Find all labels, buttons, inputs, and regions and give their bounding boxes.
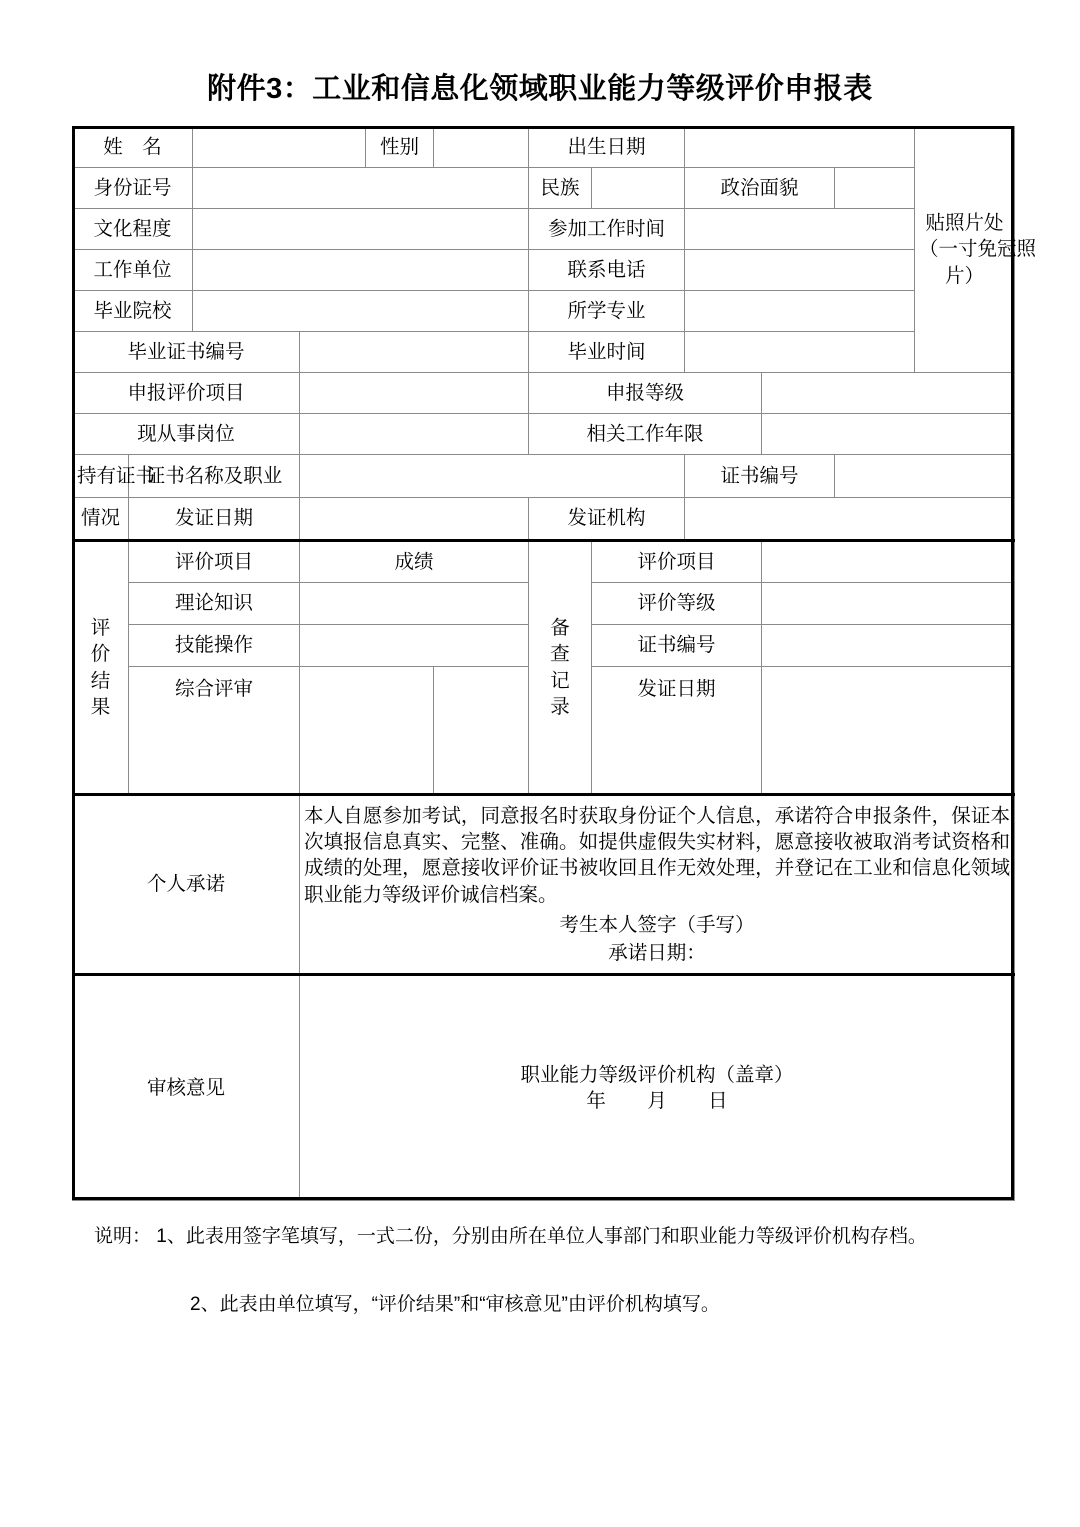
photo-placeholder[interactable] xyxy=(915,127,1037,373)
commitment-paragraph: 本人自愿参加考试，同意报名时获取身份证个人信息，承诺符合申报条件，保证本次填报信息真实、完整、准确。如提供虚假失实材料，愿意接收被取消考试资格和成绩的处理，愿意接收评价证书被收回且作无效处理，并登记在工业和信息化领域职业能力等级评价诚信档案。 xyxy=(304,804,1011,906)
label-certificate-held-line1: 持有证书 xyxy=(73,455,129,498)
field-skill-operation-score[interactable] xyxy=(300,625,529,667)
record-vert-char-3: 录 xyxy=(550,695,570,718)
table-row-graduate-school xyxy=(73,291,1015,332)
table-row-id-number xyxy=(73,168,1015,209)
photo-line-3: 片） xyxy=(945,264,985,287)
field-record-eval-level[interactable] xyxy=(762,583,1015,625)
label-graduation-time: 毕业时间 xyxy=(529,332,685,373)
field-political-status[interactable] xyxy=(835,168,1015,209)
commitment-date-line[interactable]: 承诺日期： xyxy=(608,942,706,965)
label-evaluation-result-vertical xyxy=(73,541,129,795)
table-row-current-position xyxy=(73,414,1015,455)
field-diploma-number[interactable] xyxy=(300,332,529,373)
field-work-unit[interactable] xyxy=(193,250,529,291)
eval-vert-char-1: 价 xyxy=(90,643,111,666)
label-ethnicity: 民族 xyxy=(529,168,592,209)
field-gender[interactable] xyxy=(434,127,529,168)
table-row-diploma xyxy=(73,332,1015,373)
label-work-unit: 工作单位 xyxy=(73,250,193,291)
review-date-placeholder: 年 月 日 xyxy=(586,1090,746,1112)
label-graduate-school: 毕业院校 xyxy=(73,291,193,332)
field-name[interactable] xyxy=(193,127,366,168)
label-id-number: 身份证号 xyxy=(73,168,193,209)
label-phone: 联系电话 xyxy=(529,250,685,291)
commitment-content xyxy=(300,795,1015,975)
table-row-education xyxy=(73,209,1015,250)
label-certificate-number: 证书编号 xyxy=(685,455,835,498)
field-phone[interactable] xyxy=(685,250,915,291)
label-review-opinion: 审核意见 xyxy=(73,975,300,1201)
label-birth-date: 出生日期 xyxy=(529,127,685,168)
label-skill-operation: 技能操作 xyxy=(129,625,300,667)
field-work-start-time[interactable] xyxy=(685,209,915,250)
field-birth-date[interactable] xyxy=(685,127,915,168)
label-eval-score-header: 成绩 xyxy=(300,541,529,583)
label-certificate-name-occupation: 证书名称及职业 xyxy=(129,455,300,498)
field-comprehensive-review-extra[interactable] xyxy=(434,667,529,795)
table-row-eval-header xyxy=(73,541,1015,583)
table-row-certificate-name xyxy=(73,455,1015,498)
table-row-name xyxy=(73,127,1015,168)
label-work-start-time: 参加工作时间 xyxy=(529,209,685,250)
field-related-work-years[interactable] xyxy=(762,414,1015,455)
label-comprehensive-review: 综合评审 xyxy=(129,667,300,795)
review-organization-seal: 职业能力等级评价机构（盖章） xyxy=(520,1063,794,1086)
table-row-issue-date xyxy=(73,498,1015,541)
label-current-position: 现从事岗位 xyxy=(73,414,300,455)
field-record-eval-item[interactable] xyxy=(762,541,1015,583)
record-vert-char-0: 备 xyxy=(550,616,570,639)
field-issue-date[interactable] xyxy=(300,498,529,541)
field-comprehensive-review-score[interactable] xyxy=(300,667,434,795)
field-education-level[interactable] xyxy=(193,209,529,250)
label-theory-knowledge: 理论知识 xyxy=(129,583,300,625)
field-ethnicity[interactable] xyxy=(592,168,685,209)
label-record-certificate-number: 证书编号 xyxy=(592,625,762,667)
photo-line-1: 贴照片处 xyxy=(925,212,1004,235)
field-record-issue-date[interactable] xyxy=(762,667,1015,795)
field-graduate-school[interactable] xyxy=(193,291,529,332)
label-major: 所学专业 xyxy=(529,291,685,332)
table-row-apply-project xyxy=(73,373,1015,414)
page-title: 附件3：工业和信息化领域职业能力等级评价申报表 xyxy=(207,73,873,105)
field-graduation-time[interactable] xyxy=(685,332,915,373)
eval-vert-char-3: 果 xyxy=(90,695,111,718)
label-record-vertical xyxy=(529,541,592,795)
field-certificate-name-occupation[interactable] xyxy=(300,455,685,498)
label-diploma-number: 毕业证书编号 xyxy=(73,332,300,373)
application-form-table xyxy=(72,126,1037,1201)
field-current-position[interactable] xyxy=(300,414,529,455)
label-apply-project: 申报评价项目 xyxy=(73,373,300,414)
field-id-number[interactable] xyxy=(193,168,529,209)
field-apply-project[interactable] xyxy=(300,373,529,414)
eval-vert-char-0: 评 xyxy=(90,616,111,639)
field-apply-level[interactable] xyxy=(762,373,1015,414)
label-apply-level: 申报等级 xyxy=(529,373,762,414)
label-name: 姓 名 xyxy=(73,127,193,168)
field-record-certificate-number[interactable] xyxy=(762,625,1015,667)
label-issue-date: 发证日期 xyxy=(129,498,300,541)
footnote-2: 2、此表由单位填写，“评价结果”和“审核意见”由评价机构填写。 xyxy=(190,1294,720,1316)
field-theory-knowledge-score[interactable] xyxy=(300,583,529,625)
record-vert-char-1: 查 xyxy=(550,643,570,666)
label-eval-item-header: 评价项目 xyxy=(129,541,300,583)
table-row-commitment xyxy=(73,795,1015,975)
label-gender: 性别 xyxy=(366,127,434,168)
label-record-eval-level: 评价等级 xyxy=(592,583,762,625)
table-row-work-unit xyxy=(73,250,1015,291)
field-major[interactable] xyxy=(685,291,915,332)
label-related-work-years: 相关工作年限 xyxy=(529,414,762,455)
footnote-1: 说明： 1、此表用签字笔填写，一式二份，分别由所在单位人事部门和职业能力等级评价机构存档。 xyxy=(94,1226,927,1247)
label-personal-commitment: 个人承诺 xyxy=(73,795,300,975)
label-education-level: 文化程度 xyxy=(73,209,193,250)
label-political-status: 政治面貌 xyxy=(685,168,835,209)
footnotes xyxy=(72,1222,1032,1321)
label-issuing-authority: 发证机构 xyxy=(529,498,685,541)
field-issuing-authority[interactable] xyxy=(685,498,1015,541)
photo-line-2: （一寸免冠照 xyxy=(919,238,1037,261)
label-record-issue-date: 发证日期 xyxy=(592,667,762,795)
field-certificate-number[interactable] xyxy=(835,455,1015,498)
review-content[interactable] xyxy=(300,975,1015,1201)
record-vert-char-2: 记 xyxy=(550,669,570,692)
table-row-review xyxy=(73,975,1015,1201)
label-certificate-held-line2: 情况 xyxy=(73,498,129,541)
eval-vert-char-2: 结 xyxy=(90,669,111,692)
label-record-eval-item: 评价项目 xyxy=(592,541,762,583)
commitment-signature-line[interactable]: 考生本人签字（手写） xyxy=(559,913,755,936)
